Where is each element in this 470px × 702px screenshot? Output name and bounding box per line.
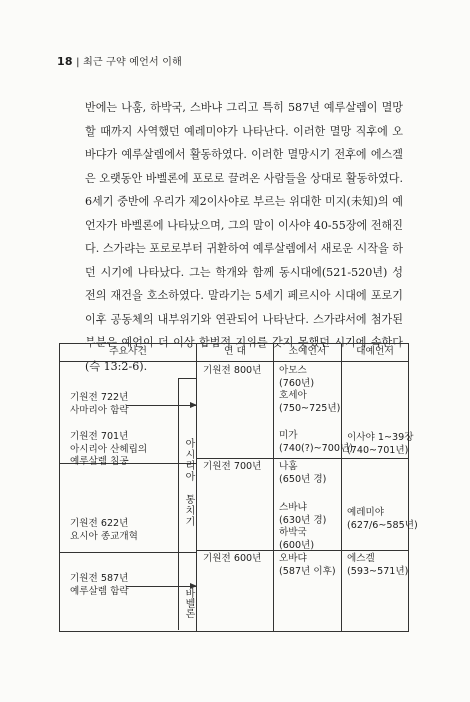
body-paragraph: 반에는 나훔, 하박국, 스바냐 그리고 특히 587년 예루살렘이 멸망할 때까지 사역했던 예레미야가 나타난다. 이러한 멸망 직후에 오바댜가 예루살렘에서 활동하였다. 이러한 멸망시기 전후에 에스겔은 오랫동안 바벨론에 포로로 끌려온 사람들을 상대로 활동하였다. 6세기 중반에 우리가 제2이사야로 부르는 위대한 미지(未知)의 예언자가 바벨론에 나타났으며, 그의 말이 이사야 40-55장에 전해진다. 스가랴는 포로로부터 귀환하여 예루살렘에서 새로운 시작을 하던 시기에 나타났다. 그는 학개와 함께 동시대에(521-520년) 성전의 재건을 호소하였다. 말라기는 5세기 페르시아 시대에 포로기 이후 공동체의 내부위기와 연관되어 나타난다. 스가랴서에 첨가된 부분은 예언이 더 이상 합법적 지위를 갖지 못했던 시기에 속한다(슥 13:2-6). (85, 101, 403, 373)
event-desc: 예루살렘 함락 (70, 585, 129, 597)
prophets-timeline-table (59, 343, 418, 632)
prophet-amos (279, 365, 314, 390)
era-700: 기원전 700년 (203, 461, 262, 472)
body-text (85, 96, 403, 378)
prophet-name: 오바댜 (279, 553, 307, 564)
prophet-date: (750~725년) (279, 402, 341, 414)
prophet-zephaniah (279, 502, 326, 527)
era-800: 기원전 800년 (203, 365, 262, 376)
event-pointer-arrow (126, 405, 196, 406)
event-desc: 예루살렘 침공 (70, 456, 129, 467)
event-year: 기원전 587년 (70, 573, 129, 584)
event-jerusalem-fall (70, 573, 129, 598)
prophet-date: (650년 경) (279, 473, 327, 485)
event-desc: 아시리아 산헤립의 (70, 443, 148, 455)
header-rule (60, 361, 408, 362)
assyria-bracket (178, 378, 179, 586)
running-title: 최근 구약 예언서 이해 (83, 57, 182, 68)
prophet-name: 스바냐 (279, 502, 307, 513)
prophet-ezekiel (347, 553, 408, 578)
row-rule (60, 552, 196, 553)
prophet-date: (740~701년) (347, 444, 409, 456)
prophet-name: 이사야 1~39장 (347, 432, 414, 443)
babylon-rule-label (181, 588, 195, 623)
prophet-date: (760년) (279, 377, 315, 389)
prophet-hosea (279, 390, 340, 415)
prophet-date: (740(?)~700년) (279, 442, 353, 454)
event-year: 기원전 722년 (70, 392, 129, 403)
prophet-isaiah (347, 432, 413, 457)
prophet-date: (593~571년) (347, 565, 409, 577)
event-josiah (70, 518, 138, 543)
column-divider (273, 344, 274, 631)
page-number: 18 (57, 55, 73, 68)
prophet-name: 에스겔 (347, 553, 375, 564)
event-year: 기원전 622년 (70, 518, 129, 529)
prophet-date: (630년 경) (279, 514, 327, 526)
prophet-jeremiah (347, 507, 418, 532)
prophet-micah (279, 430, 353, 455)
event-desc: 사마리아 함락 (70, 404, 129, 416)
event-samaria (70, 392, 129, 417)
header-major-prophets: 대예언서 (356, 346, 394, 357)
prophet-habakkuk (279, 527, 314, 552)
header-separator: | (76, 57, 80, 68)
assyria-rule-text: 아시리아 통치기 (183, 438, 194, 527)
event-pointer-arrow (126, 586, 196, 587)
column-divider (341, 344, 342, 631)
prophet-date: (587년 이후) (279, 565, 336, 577)
assyria-bracket-top (178, 378, 196, 379)
prophet-name: 아모스 (279, 365, 307, 376)
prophet-name: 나훔 (279, 461, 298, 472)
header-minor-prophets: 소예언서 (288, 346, 327, 357)
running-header (57, 53, 182, 68)
event-desc: 요시아 종교개혁 (70, 530, 138, 542)
assyria-rule-label (181, 438, 195, 532)
prophet-obadiah (279, 553, 336, 578)
prophet-name: 미가 (279, 430, 298, 441)
prophet-nahum (279, 461, 326, 486)
prophet-name: 하박국 (279, 527, 307, 538)
header-era: 연 대 (223, 346, 247, 357)
prophet-date: (600년) (279, 539, 315, 551)
babylon-rule-text: 바벨론 (183, 588, 194, 618)
prophet-name: 호세아 (279, 390, 307, 401)
prophet-date: (627/6~585년) (347, 519, 418, 531)
event-sennacherib (70, 431, 147, 469)
event-year: 기원전 701년 (70, 431, 129, 442)
row-rule (196, 458, 408, 459)
era-600: 기원전 600년 (203, 553, 262, 564)
prophet-name: 예레미야 (347, 507, 385, 518)
babylon-bracket (178, 586, 179, 630)
header-events: 주요사건 (109, 346, 147, 357)
